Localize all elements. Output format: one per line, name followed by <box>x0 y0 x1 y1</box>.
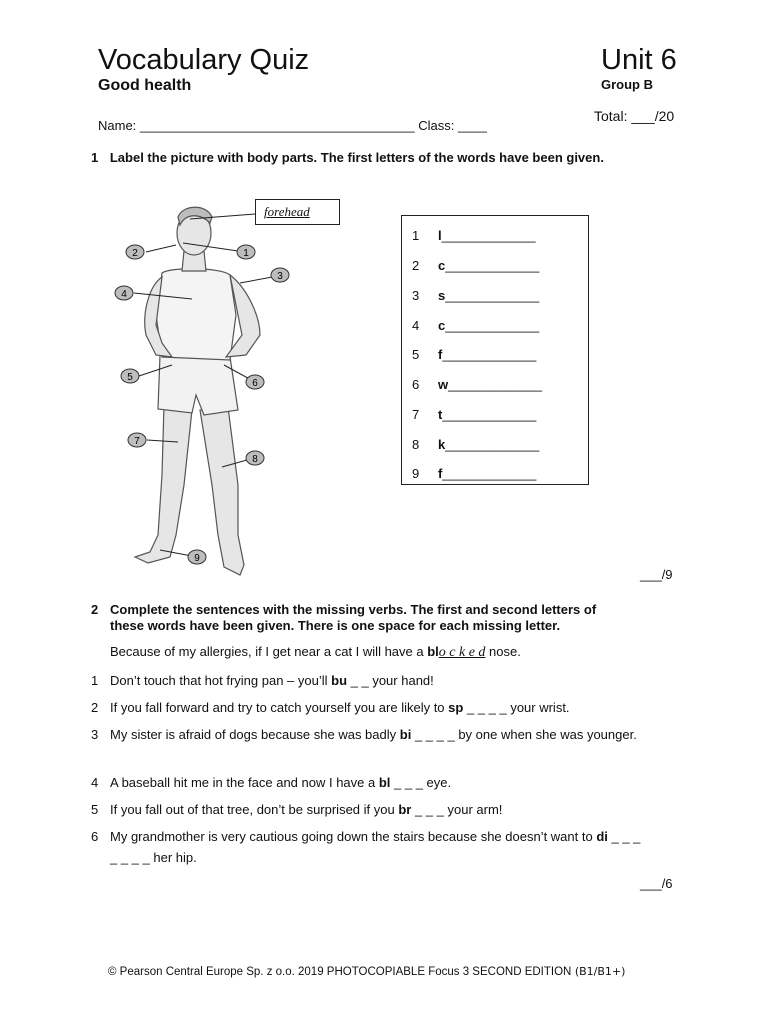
quiz-subtitle: Good health <box>98 77 192 94</box>
group-label: Group B <box>601 77 653 92</box>
svg-text:1: 1 <box>243 248 249 259</box>
answer-row-8[interactable]: 8 k_____________ <box>412 437 540 452</box>
answer-row-5[interactable]: 5 f_____________ <box>412 347 537 362</box>
svg-text:9: 9 <box>194 553 200 564</box>
body-illustration <box>100 195 400 590</box>
q1-heading <box>91 150 604 165</box>
svg-text:6: 6 <box>252 378 258 389</box>
svg-text:8: 8 <box>252 454 258 465</box>
q2-example: Because of my allergies, if I get near a cat I will have a blo c k e d nose. <box>110 644 521 660</box>
example-answer: o c k e d <box>438 645 486 660</box>
svg-text:7: 7 <box>134 436 140 447</box>
answer-row-3[interactable]: 3 s_____________ <box>412 288 540 303</box>
callout-1 <box>237 245 255 259</box>
callout-4 <box>115 286 133 300</box>
body-figure <box>135 207 260 575</box>
callout-5 <box>121 369 139 383</box>
answer-row-1[interactable]: 1 l_____________ <box>412 228 536 243</box>
answer-row-6[interactable]: 6 w_____________ <box>412 377 543 392</box>
q2-score: ___/6 <box>640 876 673 891</box>
footer <box>108 965 625 978</box>
q1-number: 1 <box>91 150 99 165</box>
q1-instruction: Label the picture with body parts. The first letters of the words have been given. <box>109 150 604 165</box>
svg-text:3: 3 <box>277 271 283 282</box>
callout-9 <box>188 550 206 564</box>
name-class-line <box>98 118 487 133</box>
svg-text:2: 2 <box>132 248 138 259</box>
total-score: Total: ___/20 <box>594 108 675 124</box>
q1-answer-box <box>401 215 589 485</box>
q2-number: 2 <box>91 602 99 617</box>
q1-score: ___/9 <box>640 567 673 582</box>
example-label-box: forehead <box>255 199 340 225</box>
unit-label: Unit 6 <box>601 44 677 76</box>
callout-2 <box>126 245 144 259</box>
q2-instruction-line-1: Complete the sentences with the missing verbs. The first and second letters of <box>110 602 597 617</box>
callout-3 <box>271 268 289 282</box>
name-field[interactable]: Name: ______________________________________ <box>98 118 415 133</box>
answer-row-7[interactable]: 7 t_____________ <box>412 407 537 422</box>
svg-text:4: 4 <box>121 289 127 300</box>
svg-text:5: 5 <box>127 372 133 383</box>
q2-instruction-line-2: these words have been given. There is one space for each missing letter. <box>110 618 561 633</box>
class-field[interactable]: Class: ____ <box>418 118 487 133</box>
footer-copyright: © Pearson Central Europe Sp. z o.o. 2019 PHOTOCOPIABLE Focus 3 SECOND EDITION <box>108 966 572 978</box>
footer-edition: (B1/B1+) <box>571 965 626 978</box>
answer-row-9[interactable]: 9 f_____________ <box>412 466 537 481</box>
callout-8 <box>246 451 264 465</box>
answer-row-4[interactable]: 4 c_____________ <box>412 318 540 333</box>
quiz-title: Vocabulary Quiz <box>98 44 310 76</box>
callout-7 <box>128 433 146 447</box>
answer-row-2[interactable]: 2 c_____________ <box>412 258 540 273</box>
callout-6 <box>246 375 264 389</box>
